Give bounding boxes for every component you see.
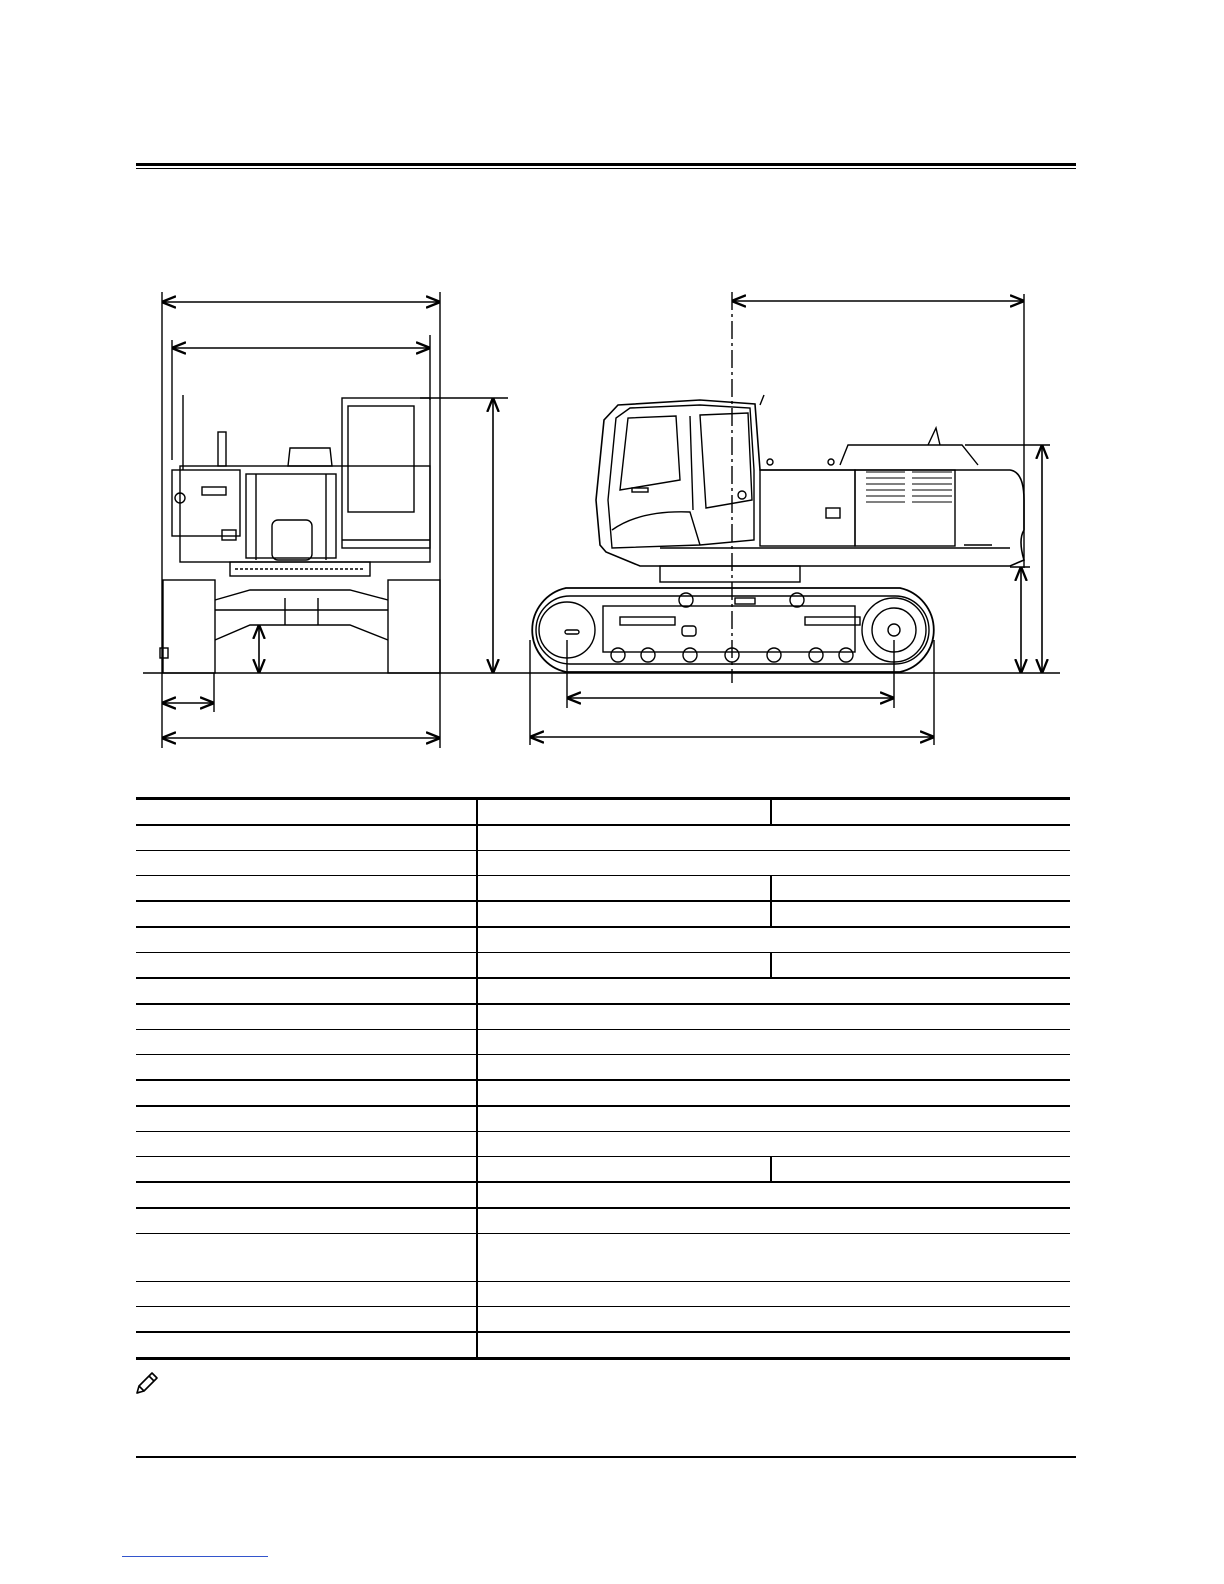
spec-value	[477, 1307, 1070, 1333]
spec-value	[771, 799, 1070, 826]
table-row	[136, 1182, 1070, 1208]
spec-value	[477, 825, 1070, 851]
table-row	[136, 1132, 1070, 1157]
table-row	[136, 1307, 1070, 1333]
spec-label	[136, 1282, 477, 1307]
table-row	[136, 1332, 1070, 1359]
spec-value	[477, 1132, 1070, 1157]
side-view	[530, 292, 1050, 745]
table-row	[136, 927, 1070, 953]
spec-value	[477, 1157, 771, 1183]
spec-value	[477, 1282, 1070, 1307]
table-row	[136, 1004, 1070, 1030]
spec-label	[136, 1004, 477, 1030]
table-row	[136, 876, 1070, 902]
footer-link[interactable]	[122, 1556, 268, 1557]
spec-value	[477, 1182, 1070, 1208]
spec-value	[771, 953, 1070, 979]
spec-value	[477, 1004, 1070, 1030]
spec-value	[477, 1080, 1070, 1106]
spec-label	[136, 1080, 477, 1106]
table-row	[136, 978, 1070, 1004]
spec-label	[136, 876, 477, 902]
pencil-icon	[134, 1370, 160, 1396]
spec-value	[771, 901, 1070, 927]
spec-value	[477, 978, 1070, 1004]
spec-value	[477, 953, 771, 979]
table-row	[136, 1030, 1070, 1055]
table-row	[136, 1055, 1070, 1081]
spec-label	[136, 953, 477, 979]
spec-label	[136, 901, 477, 927]
spec-label	[136, 825, 477, 851]
specification-table	[136, 797, 1070, 1360]
table-row	[136, 1157, 1070, 1183]
table-row	[136, 825, 1070, 851]
spec-value	[477, 1106, 1070, 1132]
spec-value	[477, 1208, 1070, 1234]
spec-value	[477, 1055, 1070, 1081]
spec-value	[771, 1157, 1070, 1183]
spec-value	[477, 927, 1070, 953]
excavator-dimension-drawing	[0, 0, 1224, 780]
spec-label	[136, 851, 477, 876]
spec-label	[136, 1030, 477, 1055]
spec-label	[136, 1208, 477, 1234]
front-view	[160, 292, 508, 748]
spec-label	[136, 799, 477, 826]
table-row	[136, 799, 1070, 826]
table-row	[136, 953, 1070, 979]
spec-value	[477, 1234, 1070, 1282]
table-row	[136, 1080, 1070, 1106]
spec-label	[136, 1307, 477, 1333]
table-row	[136, 1282, 1070, 1307]
table-row	[136, 1106, 1070, 1132]
table-row	[136, 1234, 1070, 1282]
table-row	[136, 851, 1070, 876]
spec-value	[477, 1332, 1070, 1359]
footer-rule	[136, 1456, 1076, 1458]
spec-value	[477, 876, 771, 902]
spec-label	[136, 1182, 477, 1208]
spec-value	[771, 876, 1070, 902]
table-row	[136, 1208, 1070, 1234]
spec-value	[477, 1030, 1070, 1055]
spec-label	[136, 1332, 477, 1359]
spec-value	[477, 901, 771, 927]
table-row	[136, 901, 1070, 927]
spec-value	[477, 799, 771, 826]
spec-value	[477, 851, 1070, 876]
spec-label	[136, 1234, 477, 1282]
spec-label	[136, 1157, 477, 1183]
spec-label	[136, 1132, 477, 1157]
spec-label	[136, 1106, 477, 1132]
spec-label	[136, 927, 477, 953]
spec-label	[136, 1055, 477, 1081]
spec-label	[136, 978, 477, 1004]
